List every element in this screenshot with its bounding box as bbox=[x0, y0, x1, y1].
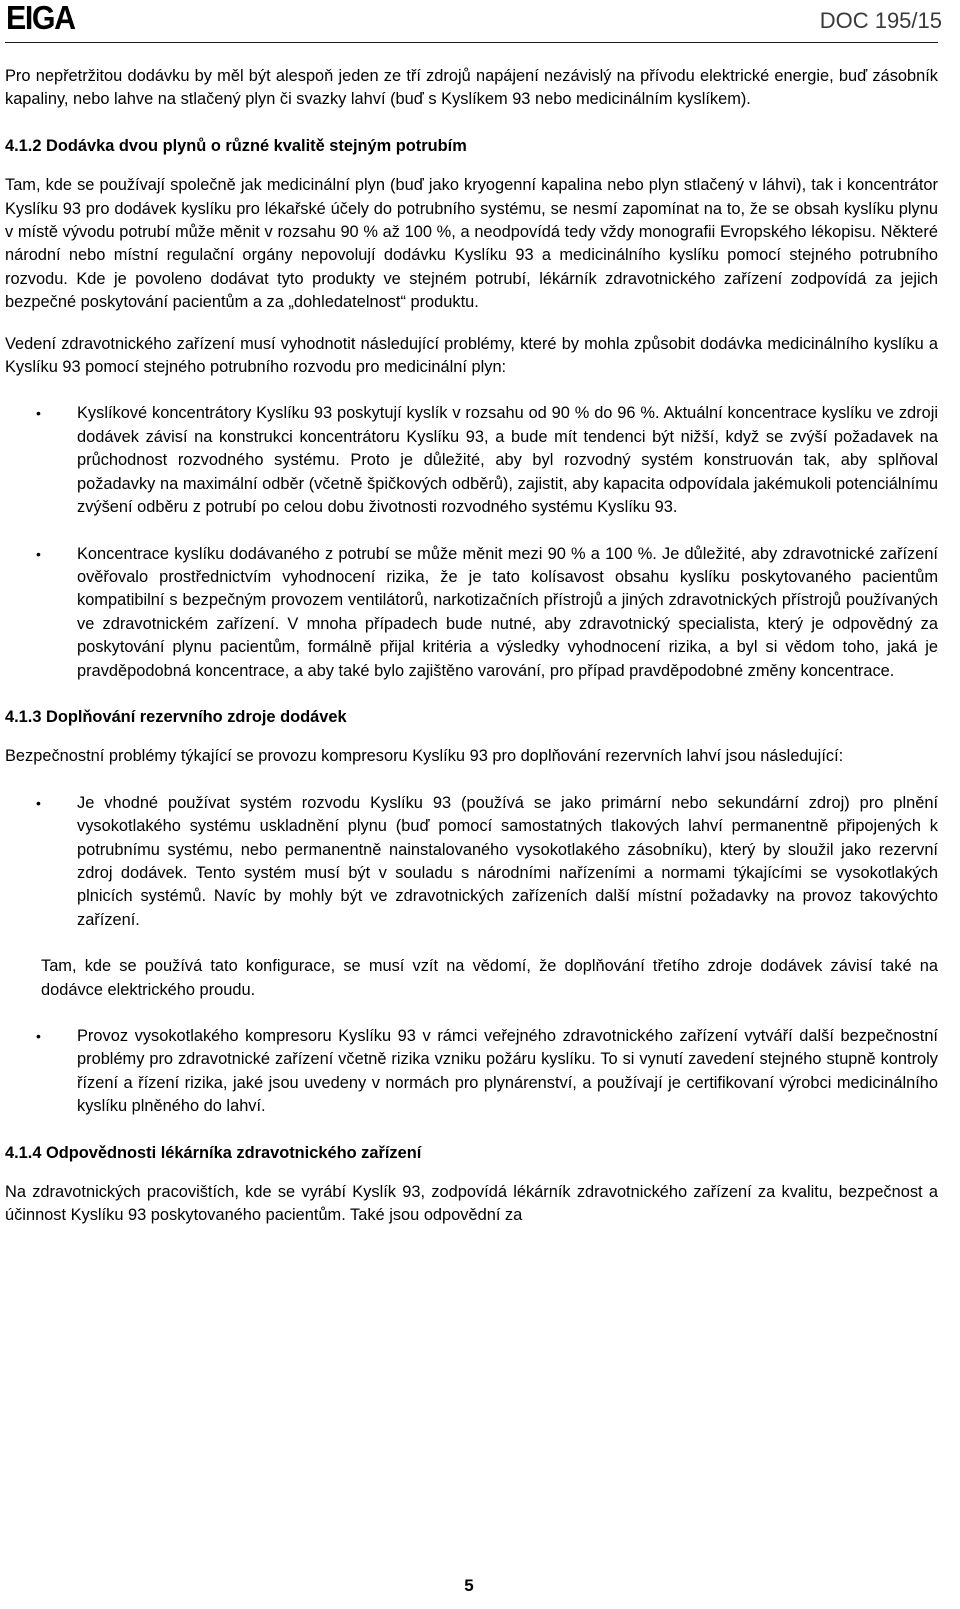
bullet-icon: • bbox=[36, 1028, 41, 1044]
list-item-text: Kyslíkové koncentrátory Kyslíku 93 poskytují kyslík v rozsahu od 90 % do 96 %. Aktuální koncentrace kyslíku ve zdroji dodávek závisí na konstrukci koncentrátoru Kyslíku 93, a bude mít tendenci být nižší, když se zvýší požadavek na průchodnost rozvodného systému. Proto je důležité, aby byl rozvodný systém konstruován tak, aby splňoval požadavky na maximální odběr (včetně špičkových odběrů), zajistit, aby kapacita odpovídala jakémukoli potenciálnímu zvýšení odběru z potrubí po celou dobu životnosti rozvodného systému Kyslíku 93. bbox=[77, 404, 938, 517]
section-4-1-3-indented-paragraph: Tam, kde se používá tato konfigurace, se musí vzít na vědomí, že doplňování třetího zdroje dodávek závisí také na dodávce elektrického proudu. bbox=[41, 957, 938, 999]
bullet-icon: • bbox=[36, 794, 41, 811]
bullet-icon: • bbox=[36, 405, 41, 422]
section-4-1-4-paragraph-1: Na zdravotnických pracovištích, kde se vyrábí Kyslík 93, zodpovídá lékárník zdravotnického zařízení za kvalitu, bezpečnost a účinnost Kyslíku 93 poskytovaného pacientům. Také jsou odpovědní za bbox=[5, 1183, 938, 1225]
section-4-1-2-paragraph-2: Vedení zdravotnického zařízení musí vyhodnotit následující problémy, které by mohla způsobit dodávka medicinálního kyslíku a Kyslíku 93 pomocí stejného potrubního rozvodu pro medicinální plyn: bbox=[5, 334, 938, 377]
list-item bbox=[5, 543, 938, 683]
section-heading-4-1-3: 4.1.3 Doplňování rezervního zdroje dodávek bbox=[5, 707, 347, 726]
list-item-text: Je vhodné používat systém rozvodu Kyslíku 93 (používá se jako primární nebo sekundární zdroj) pro plnění vysokotlakého systému uskladnění plynu (buď pomocí samostatných tlakových lahví permanentně připojených k potrubnímu systému, nebo permanentně nainstalovaného vysokotlakého zásobníku), který by sloužil jako rezervní zdroj dodávek. Tento systém musí být v souladu s národními nařízeními a normami týkajícími se vysokotlakých plnicích systémů. Navíc by mohly být ve zdravotnických zařízeních další místní požadavky na provoz takovýchto zařízení. bbox=[77, 793, 938, 929]
page-header bbox=[5, 0, 942, 43]
section-4-1-3-bullet-list-2 bbox=[5, 1025, 938, 1119]
intro-paragraph: Pro nepřetržitou dodávku by měl být alespoň jeden ze tří zdrojů napájení nezávislý na přívodu elektrické energie, buď zásobník kapaliny, nebo lahve na stlačený plyn či svazky lahví (buď s Kyslíkem 93 nebo medicinálním kyslíkem). bbox=[5, 67, 938, 109]
bullet-icon: • bbox=[36, 545, 41, 562]
page-content bbox=[5, 43, 938, 1228]
section-4-1-3-paragraph-1: Bezpečnostní problémy týkající se provozu kompresoru Kyslíku 93 pro doplňování rezervních lahví jsou následující: bbox=[5, 747, 844, 766]
section-heading-4-1-4: 4.1.4 Odpovědnosti lékárníka zdravotnického zařízení bbox=[5, 1143, 422, 1162]
list-item bbox=[5, 792, 938, 932]
list-item-text: Provoz vysokotlakého kompresoru Kyslíku 93 v rámci veřejného zdravotnického zařízení vytváří další bezpečnostní problémy pro zdravotnické zařízení včetně rizika vzniku požáru kyslíku. To si vynutí zavedení stejného stupně kontroly řízení a řízení rizika, jaké jsou uvedeny v normách pro plynárenství, a používají je certifikovaní výrobci medicinálního kyslíku plněného do lahví. bbox=[77, 1027, 938, 1116]
section-heading-4-1-2: 4.1.2 Dodávka dvou plynů o různé kvalitě stejným potrubím bbox=[5, 136, 467, 155]
section-4-1-3-bullet-list-1 bbox=[5, 792, 938, 932]
eiga-logo: EIGA bbox=[6, 0, 75, 36]
page-number: 5 bbox=[464, 1576, 474, 1595]
list-item-text: Koncentrace kyslíku dodávaného z potrubí se může měnit mezi 90 % a 100 %. Je důležité, aby zdravotnické zařízení ověřovalo prostřednictvím vyhodnocení rizika, že je tato kolísavost obsahu kyslíku poskytovaného pacientům kompatibilní s bezpečným provozem ventilátorů, narkotizačních přístrojů a jiných zdravotnických přístrojů používaných ve zdravotnickém zařízení. V mnoha případech bude nutné, aby zdravotnický specialista, který je odpovědný za poskytování plynu pacientům, formálně přijal kritéria a výsledky vyhodnocení rizika, a byl si vědom toho, jaká je pravděpodobná koncentrace, a aby také bylo zajištěno varování, pro případ pravděpodobné změny koncentrace. bbox=[77, 544, 938, 680]
list-item bbox=[5, 402, 938, 519]
section-4-1-2-paragraph-1: Tam, kde se používají společně jak medicinální plyn (buď jako kryogenní kapalina nebo plyn stlačený v láhvi), tak i koncentrátor Kyslíku 93 pro dodávek kyslíku pro lékařské účely do potrubního systému, se nesmí zapomínat na to, že se obsah kyslíku plynu v místě vývodu potrubí může měnit v rozsahu 90 % až 100 %, a neodpovídá tedy vždy monografii Evropského lékopisu. Některé národní nebo místní regulační orgány nepovolují dodávku Kyslíku 93 a medicinálního kyslíku pomocí stejného potrubního rozvodu. Kde je povoleno dodávat tyto produkty ve stejném potrubí, lékárník zdravotnického zařízení zodpovídá za jejich bezpečné poskytování pacientům a za „dohledatelnost“ produktu. bbox=[5, 176, 938, 312]
section-4-1-2-bullet-list bbox=[5, 402, 938, 682]
document-number: DOC 195/15 bbox=[819, 8, 942, 33]
list-item bbox=[5, 1025, 938, 1119]
